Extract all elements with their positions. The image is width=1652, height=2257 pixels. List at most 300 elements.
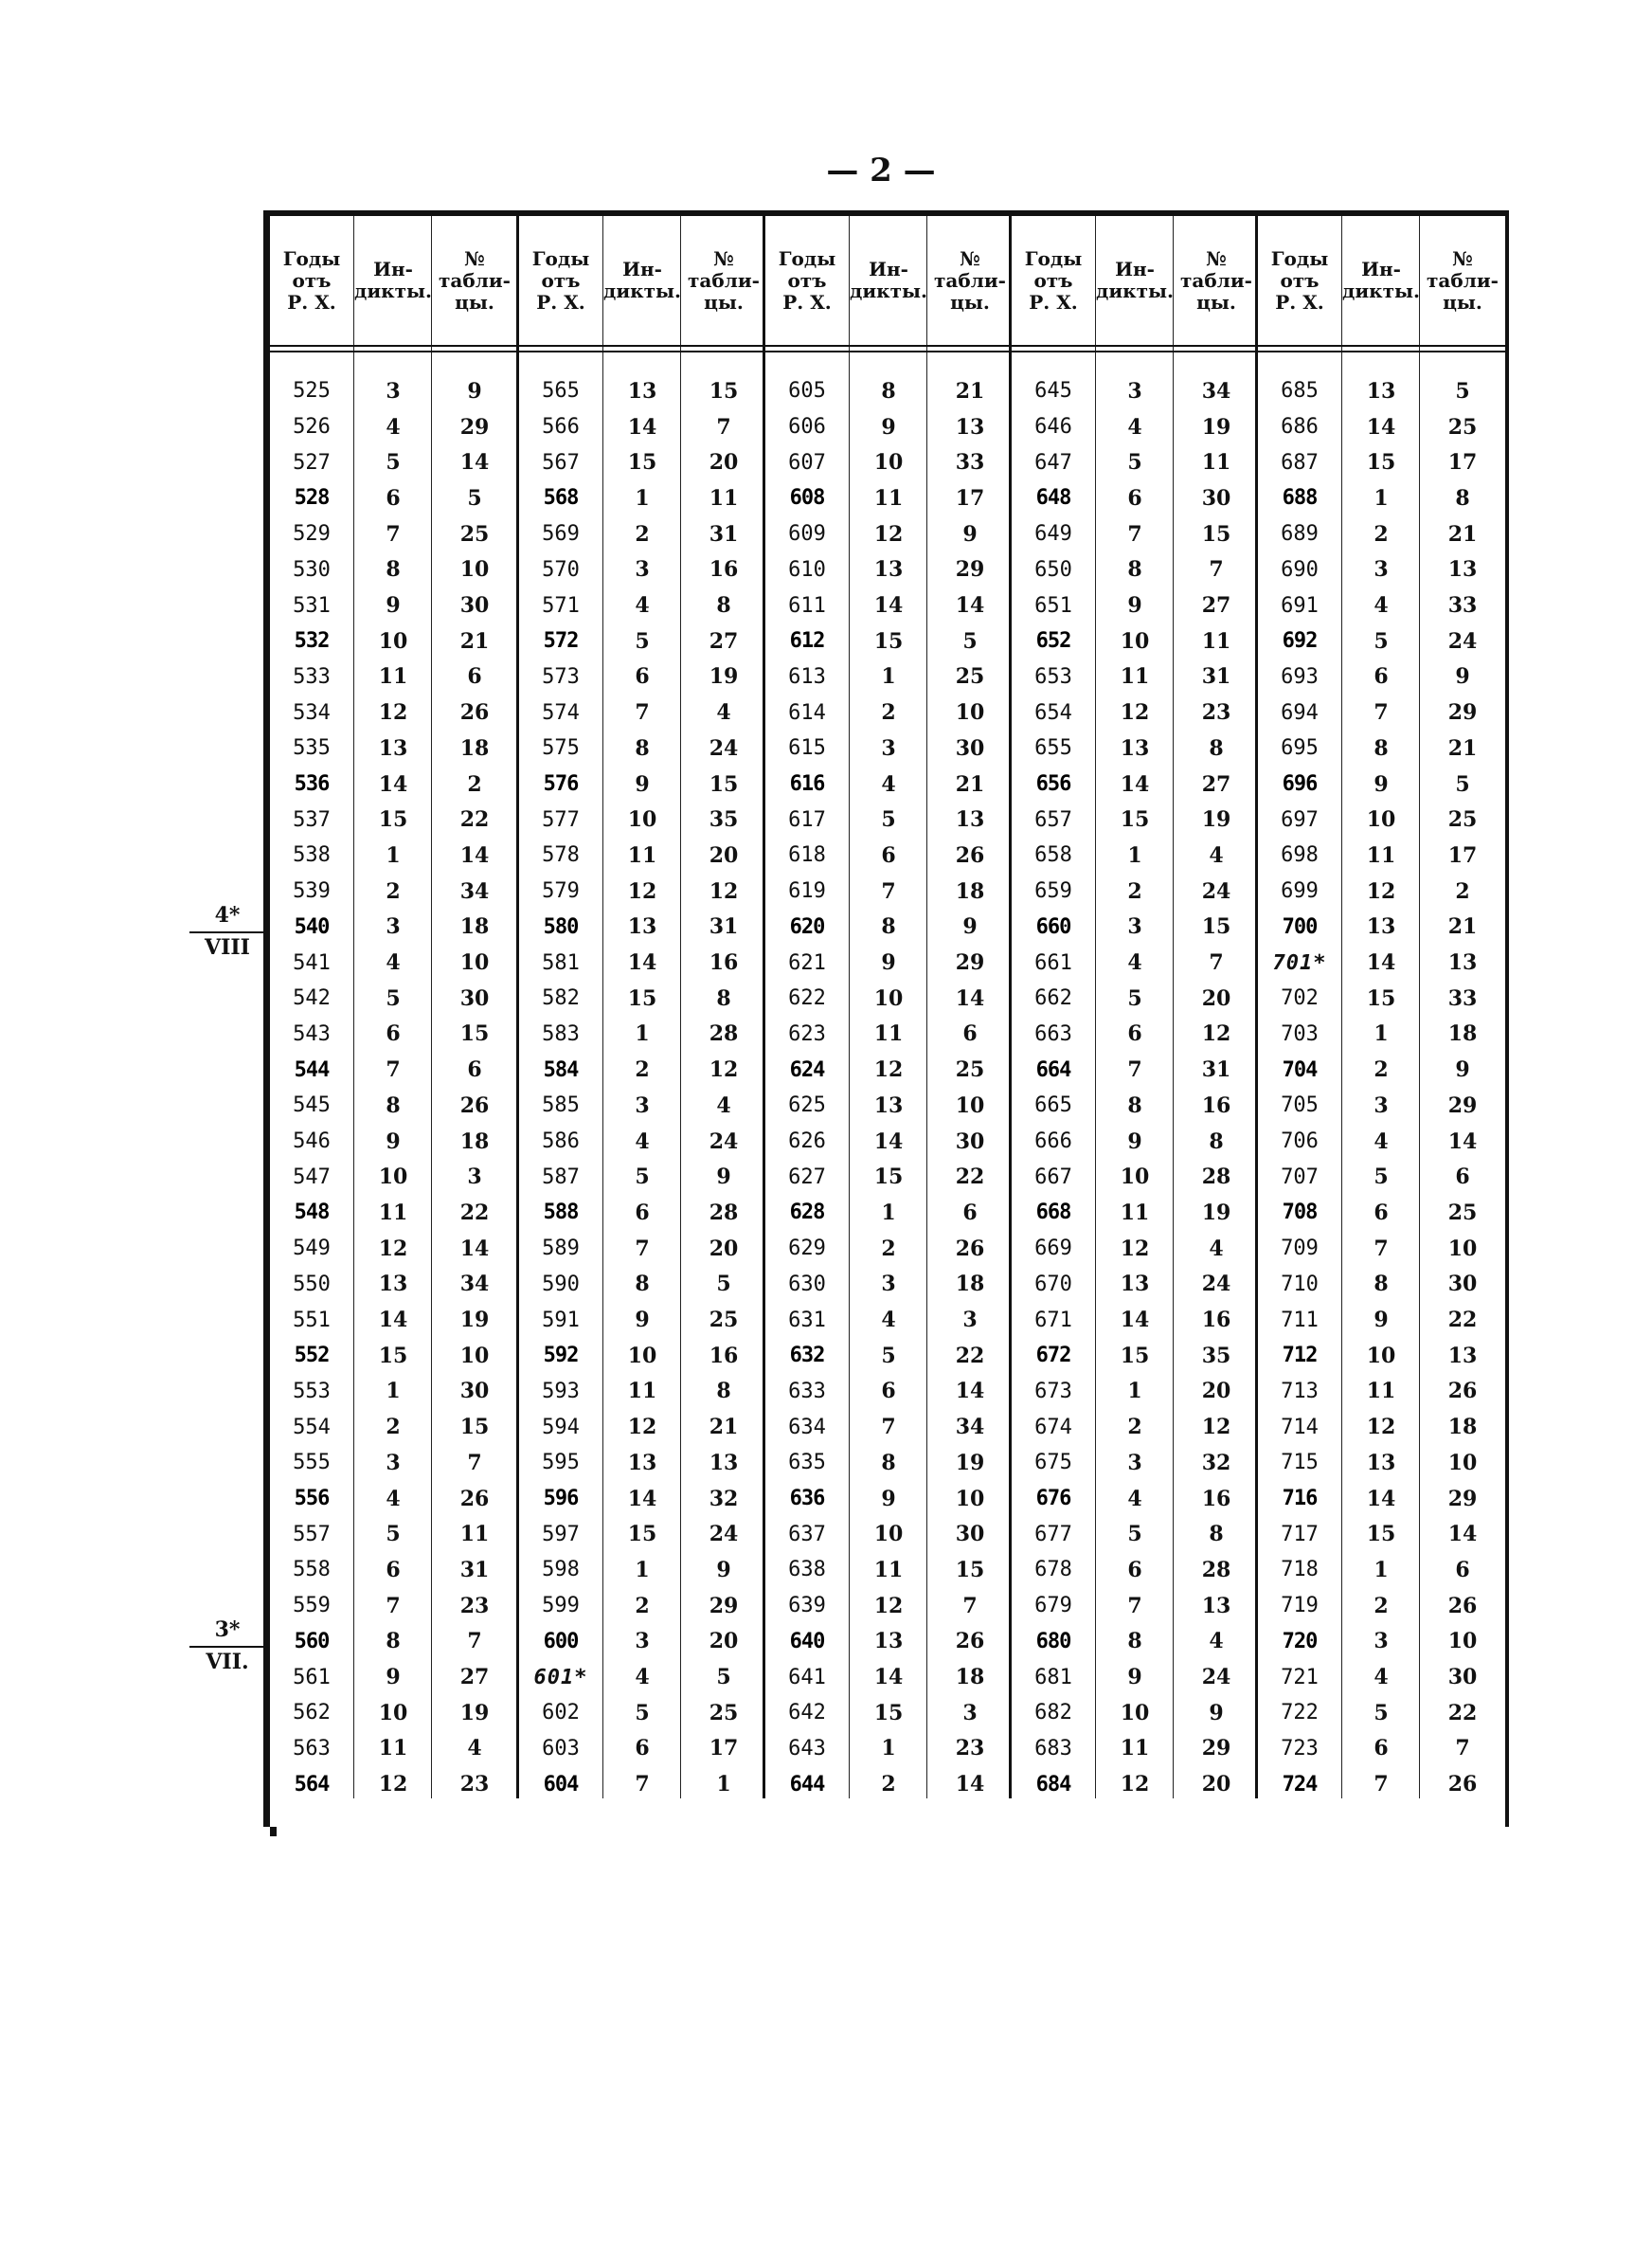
year-cell: 690 <box>1281 557 1319 582</box>
table-number-cell: 22 <box>1447 1700 1478 1725</box>
indiction-cell: 9 <box>881 950 896 976</box>
year-cell: 721 <box>1281 1665 1319 1689</box>
table-number-cell: 23 <box>955 1736 985 1761</box>
year-cell: 530 <box>293 557 331 582</box>
indiction-cell: 5 <box>1374 628 1389 654</box>
year-cell: 573 <box>542 664 580 689</box>
indiction-cell: 1 <box>881 664 896 690</box>
indiction-column <box>849 216 927 1798</box>
indiction-cell: 9 <box>1374 771 1389 797</box>
year-cell: 596 <box>543 1487 579 1511</box>
table-number-cell: 18 <box>955 1272 985 1297</box>
table-number-cell: 11 <box>459 1522 490 1547</box>
year-cell: 597 <box>542 1522 580 1546</box>
table-number-cell: 15 <box>459 1021 490 1047</box>
year-cell: 580 <box>543 914 579 939</box>
table-number-cell: 22 <box>459 1200 490 1225</box>
year-cell: 600 <box>543 1629 579 1653</box>
table-number-cell: 25 <box>1447 414 1478 440</box>
indiction-cell: 11 <box>627 842 657 868</box>
year-cell: 660 <box>1035 914 1071 939</box>
table-number-cell: 16 <box>709 950 739 976</box>
indiction-cell: 10 <box>873 1522 904 1547</box>
indiction-cell: 4 <box>881 1308 896 1333</box>
year-cell: 570 <box>542 557 580 582</box>
table-number-cell: 22 <box>955 1165 985 1190</box>
indiction-cell: 2 <box>1374 1057 1389 1083</box>
indiction-cell: 15 <box>873 1700 904 1725</box>
indiction-cell: 11 <box>1366 842 1396 868</box>
indiction-column-header: Ин- дикты. <box>850 258 928 302</box>
indiction-cell: 13 <box>378 735 408 761</box>
table-number-cell: 13 <box>955 807 985 833</box>
indiction-cell: 13 <box>873 1092 904 1118</box>
table-number-cell: 15 <box>1201 521 1231 547</box>
indiction-cell: 7 <box>881 1415 896 1440</box>
table-number-cell: 26 <box>955 1629 985 1654</box>
year-cell: 642 <box>788 1701 826 1725</box>
table-number-cell: 14 <box>459 842 490 868</box>
table-number-cell: 1 <box>716 1772 731 1797</box>
margin-note-bottom: VIII <box>189 931 265 960</box>
year-cell: 654 <box>1034 700 1072 725</box>
table-number-cell: 28 <box>709 1021 739 1047</box>
year-cell: 644 <box>789 1772 825 1797</box>
table-number-cell: 7 <box>1455 1736 1470 1761</box>
indiction-cell: 11 <box>378 664 408 690</box>
year-cell: 595 <box>542 1451 580 1475</box>
table-number-cell: 30 <box>955 735 985 761</box>
table-number-cell: 6 <box>467 664 482 690</box>
indiction-cell: 8 <box>1127 557 1142 583</box>
year-cell: 548 <box>294 1201 330 1225</box>
year-cell: 624 <box>789 1057 825 1082</box>
year-cell: 609 <box>788 522 826 547</box>
indiction-cell: 5 <box>635 1700 650 1725</box>
indiction-cell: 4 <box>1127 414 1142 440</box>
year-cell: 557 <box>293 1522 331 1546</box>
indiction-cell: 13 <box>873 1629 904 1654</box>
table-number-cell: 18 <box>955 878 985 904</box>
indiction-cell: 3 <box>881 1272 896 1297</box>
year-cell: 547 <box>293 1165 331 1189</box>
year-cell: 536 <box>294 772 330 797</box>
table-number-cell: 25 <box>709 1700 739 1725</box>
table-number-cell: 16 <box>1201 1308 1231 1333</box>
year-cell: 638 <box>788 1558 826 1582</box>
indiction-cell: 10 <box>378 628 408 654</box>
indiction-cell: 6 <box>1374 664 1389 690</box>
year-cell: 586 <box>542 1129 580 1154</box>
year-cell: 559 <box>293 1594 331 1618</box>
indiction-cell: 13 <box>627 378 657 404</box>
year-cell: 713 <box>1281 1379 1319 1403</box>
year-cell: 569 <box>542 522 580 547</box>
indiction-cell: 5 <box>1374 1165 1389 1190</box>
table-number-cell: 14 <box>955 985 985 1011</box>
indiction-cell: 8 <box>881 378 896 404</box>
indiction-cell: 4 <box>1374 1665 1389 1690</box>
year-column-header: Годы отъ Р. Х. <box>1270 246 1329 314</box>
table-number-column-header: № табли- цы. <box>934 246 1006 314</box>
table-number-cell: 10 <box>1447 1629 1478 1654</box>
year-cell: 709 <box>1281 1237 1319 1261</box>
indiction-cell: 4 <box>1127 950 1142 976</box>
table-number-cell: 9 <box>962 521 978 547</box>
table-number-cell: 24 <box>709 735 739 761</box>
table-number-cell: 8 <box>716 593 731 619</box>
table-number-cell: 6 <box>467 1057 482 1083</box>
indiction-cell: 9 <box>386 1665 401 1690</box>
year-cell: 637 <box>788 1522 826 1546</box>
table-number-cell: 27 <box>1201 593 1231 619</box>
table-number-cell: 23 <box>459 1593 490 1618</box>
page-number: — 2 — <box>826 152 936 190</box>
year-cell: 558 <box>293 1558 331 1582</box>
year-cell: 707 <box>1281 1165 1319 1189</box>
year-cell: 636 <box>789 1487 825 1511</box>
indiction-cell: 15 <box>1366 450 1396 476</box>
table-number-cell: 24 <box>709 1522 739 1547</box>
table-number-cell: 22 <box>459 807 490 833</box>
indiction-cell: 6 <box>635 1200 650 1225</box>
table-number-cell: 8 <box>1455 485 1470 511</box>
year-cell: 629 <box>788 1237 826 1261</box>
year-cell: 620 <box>789 914 825 939</box>
table-number-cell: 26 <box>459 1486 490 1511</box>
year-cell: 634 <box>788 1415 826 1439</box>
table-number-cell: 12 <box>709 1057 739 1083</box>
indiction-cell: 8 <box>1127 1092 1142 1118</box>
indiction-cell: 6 <box>1127 1021 1142 1047</box>
indiction-cell: 6 <box>1374 1200 1389 1225</box>
table-number-cell: 4 <box>1209 1236 1224 1261</box>
table-number-cell: 26 <box>1447 1379 1478 1404</box>
year-cell: 605 <box>788 379 826 404</box>
indiction-cell: 3 <box>881 735 896 761</box>
year-cell: 543 <box>293 1021 331 1046</box>
indiction-cell: 14 <box>1366 414 1396 440</box>
year-cell: 665 <box>1034 1093 1072 1118</box>
table-number-cell: 4 <box>467 1736 482 1761</box>
year-cell: 680 <box>1035 1629 1071 1653</box>
year-cell: 639 <box>788 1594 826 1618</box>
indiction-cell: 14 <box>873 1665 904 1690</box>
year-cell: 594 <box>542 1415 580 1439</box>
year-cell: 653 <box>1034 664 1072 689</box>
year-cell: 697 <box>1281 807 1319 832</box>
indiction-cell: 10 <box>1120 1165 1150 1190</box>
indiction-cell: 7 <box>1127 521 1142 547</box>
indiction-cell: 5 <box>1127 1522 1142 1547</box>
indiction-cell: 6 <box>1374 1736 1389 1761</box>
year-cell: 681 <box>1034 1665 1072 1689</box>
year-cell: 658 <box>1034 843 1072 868</box>
year-cell: 668 <box>1035 1201 1071 1225</box>
indiction-cell: 5 <box>635 628 650 654</box>
indiction-cell: 8 <box>386 557 401 583</box>
indiction-cell: 3 <box>635 1629 650 1654</box>
indiction-cell: 3 <box>1374 1092 1389 1118</box>
indiction-column-header: Ин- дикты. <box>1096 258 1175 302</box>
year-cell: 655 <box>1034 736 1072 761</box>
indiction-cell: 2 <box>386 1415 401 1440</box>
year-cell: 615 <box>788 736 826 761</box>
indiction-cell: 14 <box>378 1308 408 1333</box>
table-number-cell: 30 <box>1201 485 1231 511</box>
year-cell: 528 <box>294 486 330 511</box>
year-cell: 685 <box>1281 379 1319 404</box>
indiction-column-header: Ин- дикты. <box>603 258 682 302</box>
indiction-cell: 4 <box>1374 593 1389 619</box>
indiction-cell: 14 <box>1366 1486 1396 1511</box>
indiction-cell: 11 <box>378 1200 408 1225</box>
table-number-cell: 5 <box>716 1665 731 1690</box>
table-number-cell: 25 <box>1447 1200 1478 1225</box>
table-number-cell: 20 <box>1201 1772 1231 1797</box>
year-cell: 719 <box>1281 1594 1319 1618</box>
table-number-cell: 12 <box>1201 1415 1231 1440</box>
table-number-cell: 8 <box>1209 1522 1224 1547</box>
table-number-cell: 9 <box>1455 1057 1470 1083</box>
year-cell: 581 <box>542 950 580 975</box>
table-number-cell: 4 <box>1209 1629 1224 1654</box>
table-number-cell: 9 <box>962 914 978 940</box>
year-cell: 571 <box>542 593 580 618</box>
table-number-cell: 18 <box>459 735 490 761</box>
table-number-cell: 10 <box>459 1343 490 1368</box>
table-number-cell: 10 <box>459 557 490 583</box>
year-cell: 566 <box>542 415 580 440</box>
indiction-cell: 12 <box>1120 1772 1150 1797</box>
table-number-cell: 7 <box>1209 950 1224 976</box>
year-cell: 538 <box>293 843 331 868</box>
table-number-cell: 7 <box>1209 557 1224 583</box>
table-number-cell: 8 <box>1209 735 1224 761</box>
indiction-cell: 14 <box>1120 771 1150 797</box>
indiction-cell: 1 <box>635 485 650 511</box>
year-cell: 545 <box>293 1093 331 1118</box>
table-number-cell: 20 <box>1201 1379 1231 1404</box>
table-number-cell: 7 <box>467 1629 482 1654</box>
year-cell: 565 <box>542 379 580 404</box>
indiction-cell: 2 <box>386 878 401 904</box>
table-number-cell: 21 <box>1447 914 1478 940</box>
indiction-cell: 12 <box>1366 1415 1396 1440</box>
table-number-cell: 21 <box>1447 735 1478 761</box>
table-number-cell: 19 <box>459 1308 490 1333</box>
table-number-cell: 10 <box>955 700 985 726</box>
year-cell: 599 <box>542 1594 580 1618</box>
table-number-cell: 29 <box>1447 1092 1478 1118</box>
year-cell: 627 <box>788 1165 826 1189</box>
year-cell: 531 <box>293 593 331 618</box>
year-cell: 640 <box>789 1629 825 1653</box>
year-cell: 720 <box>1282 1629 1318 1653</box>
header-rule-1 <box>270 345 1505 347</box>
indiction-cell: 2 <box>635 1057 650 1083</box>
year-cell: 602 <box>542 1701 580 1725</box>
table-number-cell: 3 <box>962 1700 978 1725</box>
indiction-cell: 15 <box>378 1343 408 1368</box>
indiction-cell: 2 <box>635 1593 650 1618</box>
table-number-cell: 28 <box>1201 1165 1231 1190</box>
table-number-cell: 7 <box>467 1450 482 1475</box>
indiction-cell: 5 <box>1127 450 1142 476</box>
indiction-cell: 1 <box>386 842 401 868</box>
indiction-cell: 12 <box>1366 878 1396 904</box>
table-number-cell: 6 <box>1455 1165 1470 1190</box>
table-number-cell: 18 <box>459 1128 490 1154</box>
year-cell: 546 <box>293 1129 331 1154</box>
year-cell: 603 <box>542 1736 580 1760</box>
year-cell: 617 <box>788 807 826 832</box>
indiction-cell: 5 <box>386 450 401 476</box>
table-number-cell: 17 <box>955 485 985 511</box>
table-number-cell: 17 <box>1447 842 1478 868</box>
indiction-cell: 4 <box>386 950 401 976</box>
year-cell: 641 <box>788 1665 826 1689</box>
indiction-column <box>353 216 432 1798</box>
indiction-cell: 13 <box>1120 735 1150 761</box>
indiction-cell: 12 <box>873 1593 904 1618</box>
indiction-cell: 3 <box>635 1092 650 1118</box>
table-number-cell: 20 <box>709 450 739 476</box>
year-cell: 555 <box>293 1451 331 1475</box>
indiction-cell: 6 <box>386 1021 401 1047</box>
year-cell: 588 <box>543 1201 579 1225</box>
table-number-cell: 7 <box>716 414 731 440</box>
year-cell: 705 <box>1281 1093 1319 1118</box>
year-cell: 593 <box>542 1379 580 1403</box>
table-number-column <box>1173 216 1259 1798</box>
margin-note <box>189 903 265 960</box>
indiction-cell: 5 <box>881 1343 896 1368</box>
indiction-column-header: Ин- дикты. <box>354 258 433 302</box>
indiction-cell: 1 <box>1374 1021 1389 1047</box>
table-number-cell: 5 <box>716 1272 731 1297</box>
indiction-cell: 9 <box>386 593 401 619</box>
table-number-cell: 26 <box>459 1092 490 1118</box>
indiction-cell: 7 <box>1374 700 1389 726</box>
table-number-cell: 29 <box>459 414 490 440</box>
year-column <box>765 216 849 1798</box>
table-number-cell: 14 <box>955 593 985 619</box>
year-cell: 533 <box>293 664 331 689</box>
table-number-cell: 21 <box>955 378 985 404</box>
year-cell: 618 <box>788 843 826 868</box>
indiction-column <box>1095 216 1174 1798</box>
year-cell: 692 <box>1282 629 1318 654</box>
year-cell: 633 <box>788 1379 826 1403</box>
table-number-cell: 19 <box>709 664 739 690</box>
indiction-cell: 8 <box>635 735 650 761</box>
year-cell: 592 <box>543 1344 579 1368</box>
indiction-cell: 6 <box>386 485 401 511</box>
indiction-cell: 7 <box>1127 1057 1142 1083</box>
year-cell: 700 <box>1282 914 1318 939</box>
table-number-cell: 32 <box>709 1486 739 1511</box>
indiction-cell: 2 <box>1374 521 1389 547</box>
indiction-cell: 13 <box>627 914 657 940</box>
indiction-cell: 5 <box>881 807 896 833</box>
table-number-column-header: № табли- цы. <box>1427 246 1499 314</box>
year-cell: 560 <box>294 1629 330 1653</box>
year-cell: 585 <box>542 1093 580 1118</box>
table-number-cell: 18 <box>1447 1415 1478 1440</box>
indiction-cell: 6 <box>881 842 896 868</box>
indiction-cell: 13 <box>873 557 904 583</box>
indiction-cell: 13 <box>378 1272 408 1297</box>
indiction-cell: 14 <box>873 1128 904 1154</box>
indiction-cell: 5 <box>635 1165 650 1190</box>
table-number-cell: 27 <box>709 628 739 654</box>
indiction-cell: 8 <box>1127 1629 1142 1654</box>
year-column-header: Годы отъ Р. Х. <box>1024 246 1083 314</box>
table-number-column <box>431 216 517 1798</box>
table-number-cell: 9 <box>716 1165 731 1190</box>
indiction-cell: 3 <box>1374 1629 1389 1654</box>
indiction-cell: 8 <box>386 1629 401 1654</box>
year-cell: 619 <box>788 879 826 904</box>
year-cell: 691 <box>1281 593 1319 618</box>
indiction-cell: 11 <box>1120 1200 1150 1225</box>
indiction-cell: 7 <box>1127 1593 1142 1618</box>
indiction-cell: 10 <box>1366 807 1396 833</box>
year-cell: 704 <box>1282 1057 1318 1082</box>
year-cell: 567 <box>542 450 580 475</box>
table-number-column-header: № табли- цы. <box>439 246 511 314</box>
year-cell: 702 <box>1281 986 1319 1011</box>
table-number-cell: 20 <box>709 1236 739 1261</box>
indiction-cell: 6 <box>1127 485 1142 511</box>
year-cell: 568 <box>543 486 579 511</box>
indiction-cell: 12 <box>873 1057 904 1083</box>
year-cell: 656 <box>1035 772 1071 797</box>
indiction-cell: 3 <box>635 557 650 583</box>
table-number-cell: 9 <box>1455 664 1470 690</box>
year-cell: 649 <box>1034 522 1072 547</box>
table-number-cell: 14 <box>459 1236 490 1261</box>
indiction-cell: 1 <box>881 1200 896 1225</box>
year-cell: 622 <box>788 986 826 1011</box>
year-cell: 529 <box>293 522 331 547</box>
year-cell: 630 <box>788 1272 826 1296</box>
table-number-cell: 9 <box>1209 1700 1224 1725</box>
table-number-cell: 26 <box>1447 1772 1478 1797</box>
table-number-cell: 30 <box>955 1128 985 1154</box>
indiction-cell: 1 <box>635 1557 650 1582</box>
table-number-cell: 26 <box>955 842 985 868</box>
year-cell: 525 <box>293 379 331 404</box>
table-number-cell: 4 <box>716 1092 731 1118</box>
year-cell: 661 <box>1034 950 1072 975</box>
year-cell: 623 <box>788 1021 826 1046</box>
table-number-column <box>926 216 1013 1798</box>
indiction-cell: 4 <box>386 1486 401 1511</box>
indiction-cell: 3 <box>1127 914 1142 940</box>
year-cell: 537 <box>293 807 331 832</box>
header-rule-2 <box>270 351 1505 352</box>
year-cell: 541 <box>293 950 331 975</box>
year-cell: 673 <box>1034 1379 1072 1403</box>
year-cell: 698 <box>1281 843 1319 868</box>
year-cell: 643 <box>788 1736 826 1760</box>
year-cell: 710 <box>1281 1272 1319 1296</box>
table-number-cell: 30 <box>459 1379 490 1404</box>
table-number-cell: 19 <box>1201 414 1231 440</box>
indiction-cell: 2 <box>1127 1415 1142 1440</box>
